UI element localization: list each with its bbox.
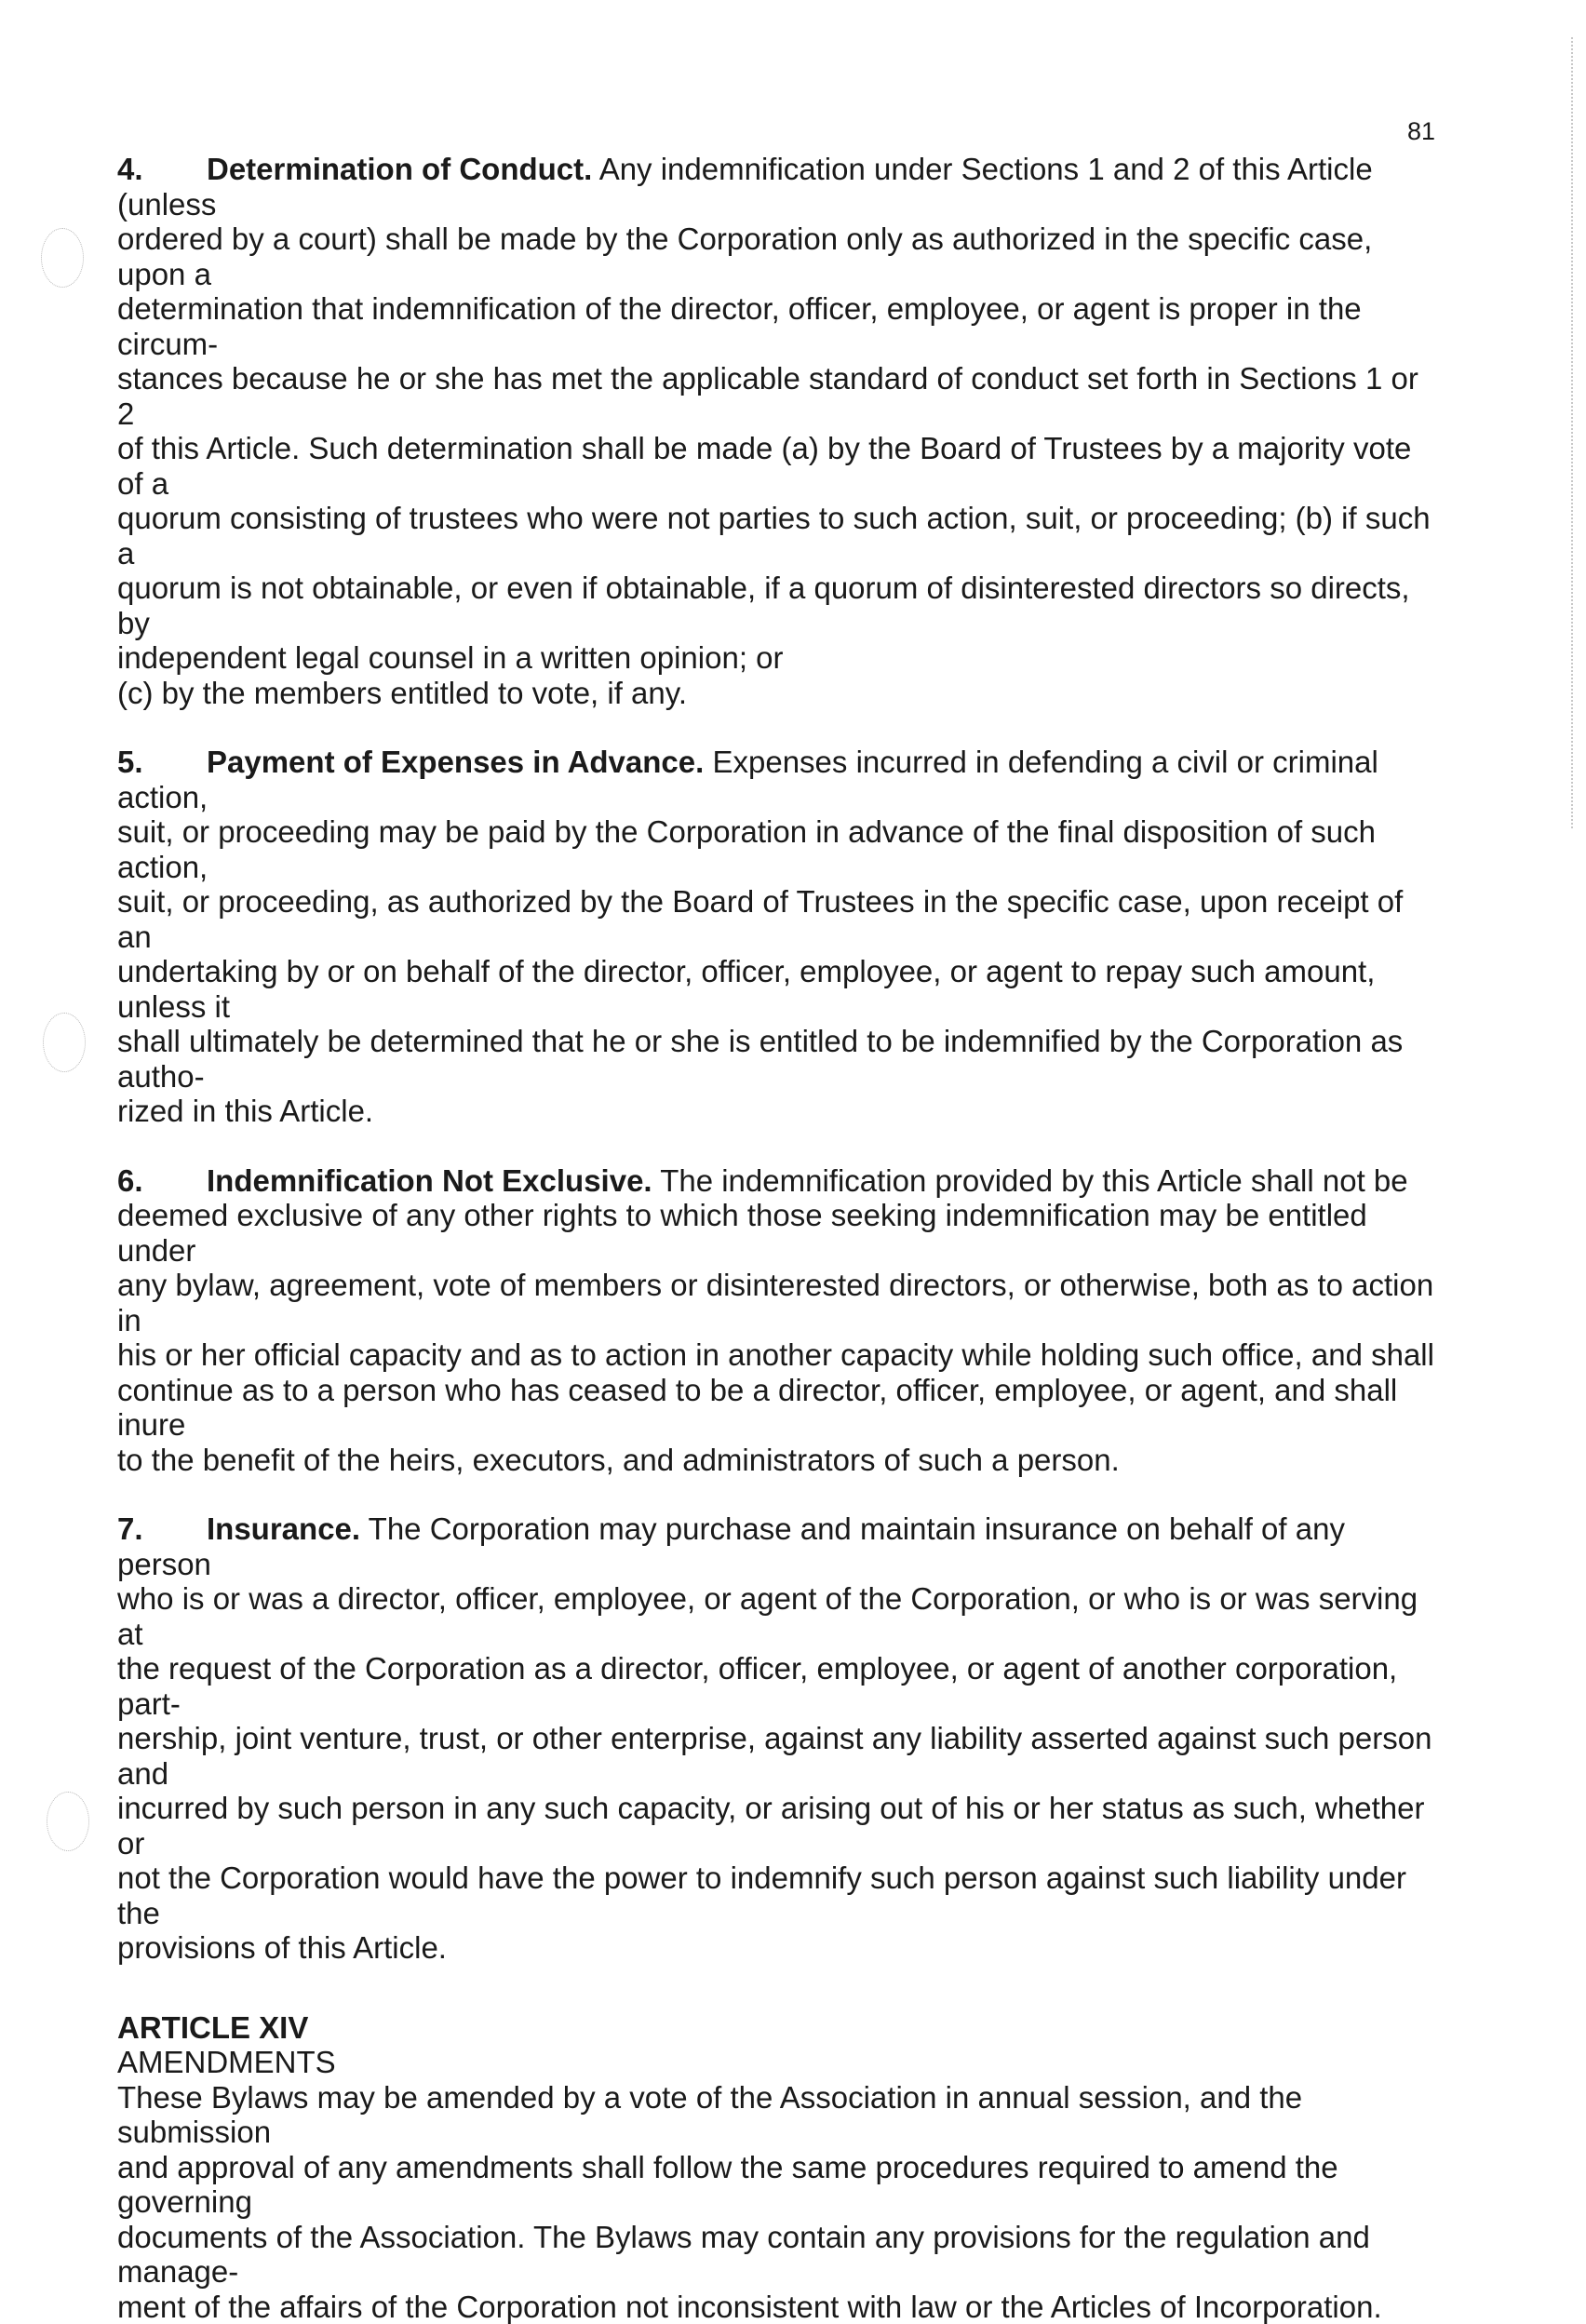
section-line: not the Corporation would have the power to indemnify such person against such liability under the <box>117 1861 1439 1930</box>
section-5 <box>117 745 1439 1129</box>
section-line <box>117 1163 1439 1199</box>
section-line: deemed exclusive of any other rights to which those seeking indemnification may be entitled under <box>117 1198 1439 1268</box>
section-line: stances because he or she has met the applicable standard of conduct set forth in Sections 1 or 2 <box>117 361 1439 431</box>
section-line: shall ultimately be determined that he or she is entitled to be indemnified by the Corporation as autho- <box>117 1024 1439 1094</box>
section-line: of this Article. Such determination shall be made (a) by the Board of Trustees by a majority vote of a <box>117 431 1439 501</box>
section-line: rized in this Article. <box>117 1094 1439 1129</box>
section-7 <box>117 1511 1439 1966</box>
section-line: any bylaw, agreement, vote of members or disinterested directors, or otherwise, both as to action in <box>117 1268 1439 1337</box>
section-6 <box>117 1163 1439 1478</box>
scan-edge <box>1571 37 1575 828</box>
section-text: The indemnification provided by this Article shall not be <box>660 1163 1407 1198</box>
article-line: documents of the Association. The Bylaws may contain any provisions for the regulation and manage- <box>117 2220 1439 2290</box>
section-4 <box>117 152 1439 710</box>
article-line: ment of the affairs of the Corporation not inconsistent with law or the Articles of Incorporation. <box>117 2290 1439 2324</box>
section-line: ordered by a court) shall be made by the Corporation only as authorized in the specific case, upon a <box>117 222 1439 291</box>
punch-hole-top <box>41 228 84 288</box>
punch-hole-middle <box>43 1013 86 1072</box>
punch-hole-bottom <box>47 1792 89 1851</box>
section-line: quorum consisting of trustees who were not parties to such action, suit, or proceeding; (b) if such a <box>117 501 1439 571</box>
article-line: and approval of any amendments shall follow the same procedures required to amend the governing <box>117 2150 1439 2220</box>
article-line: These Bylaws may be amended by a vote of the Association in annual session, and the submission <box>117 2080 1439 2150</box>
section-heading: Determination of Conduct. <box>207 152 592 186</box>
section-line: continue as to a person who has ceased to be a director, officer, employee, or agent, and shall inure <box>117 1373 1439 1443</box>
section-text: Expenses incurred in defending a civil or criminal action, <box>117 745 1378 814</box>
section-line: independent legal counsel in a written opinion; or <box>117 640 1439 676</box>
document-body <box>117 152 1439 2324</box>
section-line: undertaking by or on behalf of the director, officer, employee, or agent to repay such amount, unless it <box>117 954 1439 1024</box>
section-text: The Corporation may purchase and maintain insurance on behalf of any person <box>117 1511 1345 1581</box>
section-number: 5. <box>117 745 207 780</box>
section-heading: Payment of Expenses in Advance. <box>207 745 704 779</box>
section-line <box>117 1511 1439 1581</box>
article-title: ARTICLE XIV <box>117 2010 1439 2046</box>
section-line: the request of the Corporation as a director, officer, employee, or agent of another corporation, part- <box>117 1651 1439 1721</box>
section-line: suit, or proceeding may be paid by the Corporation in advance of the final disposition of such action, <box>117 814 1439 884</box>
section-line: provisions of this Article. <box>117 1930 1439 1966</box>
section-line: (c) by the members entitled to vote, if any. <box>117 676 1439 711</box>
section-line: who is or was a director, officer, employee, or agent of the Corporation, or who is or was serving at <box>117 1581 1439 1651</box>
section-line <box>117 745 1439 814</box>
section-line: determination that indemnification of the director, officer, employee, or agent is proper in the circum- <box>117 291 1439 361</box>
section-line <box>117 152 1439 222</box>
section-heading: Insurance. <box>207 1511 360 1546</box>
section-number: 7. <box>117 1511 207 1547</box>
section-text: Any indemnification under Sections 1 and 2 of this Article (unless <box>117 152 1373 222</box>
article-xiv <box>117 2010 1439 2324</box>
article-subtitle: AMENDMENTS <box>117 2045 1439 2080</box>
section-number: 4. <box>117 152 207 187</box>
section-line: suit, or proceeding, as authorized by the Board of Trustees in the specific case, upon receipt of an <box>117 884 1439 954</box>
section-heading: Indemnification Not Exclusive. <box>207 1163 652 1198</box>
section-line: his or her official capacity and as to action in another capacity while holding such office, and shall <box>117 1337 1439 1373</box>
section-line: nership, joint venture, trust, or other enterprise, against any liability asserted against such person and <box>117 1721 1439 1791</box>
section-number: 6. <box>117 1163 207 1199</box>
page-number: 81 <box>1407 117 1435 146</box>
section-line: quorum is not obtainable, or even if obtainable, if a quorum of disinterested directors so directs, by <box>117 571 1439 640</box>
section-line: incurred by such person in any such capacity, or arising out of his or her status as such, whether or <box>117 1791 1439 1861</box>
section-line: to the benefit of the heirs, executors, and administrators of such a person. <box>117 1443 1439 1478</box>
